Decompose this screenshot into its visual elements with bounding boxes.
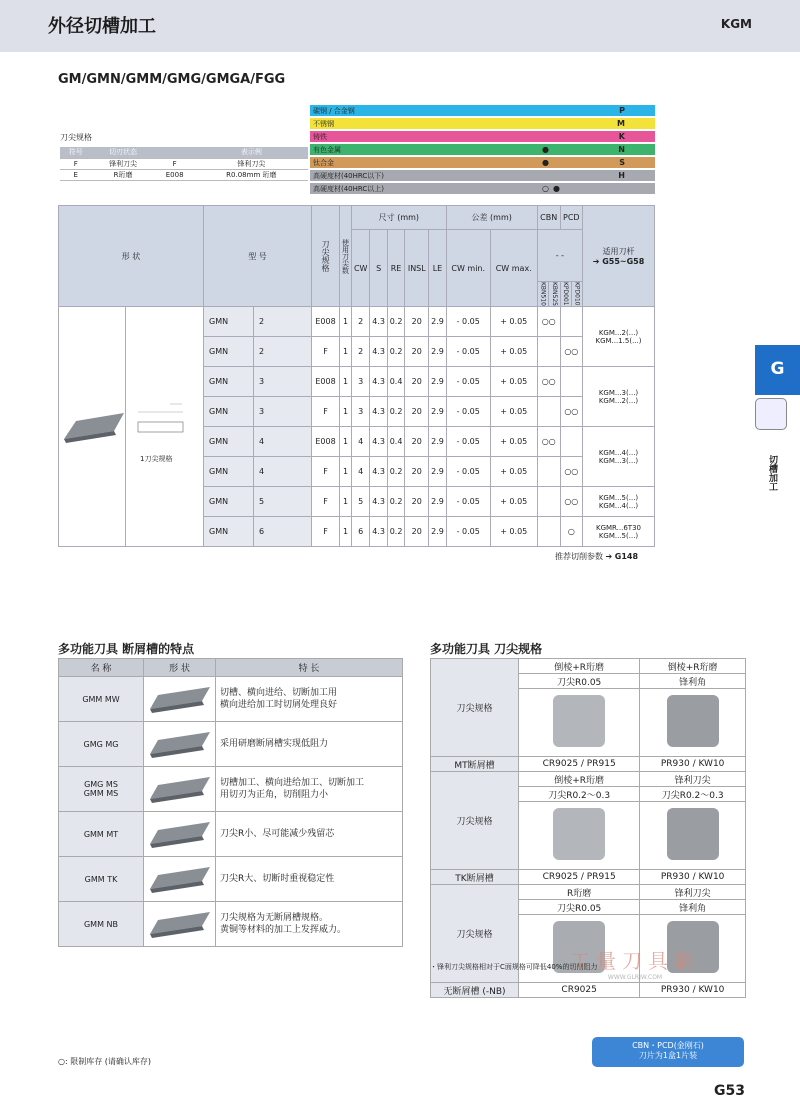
cell-le: 2.9 — [429, 337, 446, 367]
col-s: S — [370, 230, 387, 307]
cell-e: 1 — [340, 427, 352, 457]
cell-cw: 4 — [352, 427, 370, 457]
cell-insl: 20 — [405, 457, 429, 487]
tip-a1: 倒棱+R珩磨 — [519, 659, 640, 674]
tip-a2: 刀尖R0.05 — [519, 674, 640, 689]
feature-desc: 采用研磨断屑槽实现低阻力 — [216, 722, 403, 767]
tip-label: 刀尖规格 — [431, 885, 519, 983]
tip-image-b — [640, 802, 746, 870]
tip-b2: 刀尖R0.2～0.3 — [640, 787, 746, 802]
cell-mn: - 0.05 — [446, 337, 490, 367]
material-name: 不锈钢 — [313, 120, 334, 128]
legend-cell: 锋利刀尖 — [92, 158, 155, 169]
side-label: 切槽加工 — [767, 455, 777, 491]
feature-name: GMM TK — [59, 857, 144, 902]
cell-pcd: ○ — [560, 517, 582, 547]
cell-pcd — [560, 307, 582, 337]
holder-title: 适用刀杆 — [602, 247, 635, 256]
cell-pcd: ○○ — [560, 487, 582, 517]
page-title: 外径切槽加工 — [48, 16, 156, 37]
material-code: H — [618, 171, 625, 180]
feature-row — [59, 677, 403, 722]
material-name: 有色金属 — [313, 146, 341, 154]
legend-cell: E — [60, 169, 92, 180]
cell-cw: 4 — [352, 457, 370, 487]
tip-grade-b: PR930 / KW10 — [640, 983, 746, 998]
legend-cell: R珩磨 — [92, 169, 155, 180]
cell-le: 2.9 — [429, 427, 446, 457]
cell-e: 1 — [340, 307, 352, 337]
watermark — [565, 945, 705, 981]
cell-sz: 4.3 — [370, 307, 387, 337]
feature-name: GMG MS GMM MS — [59, 767, 144, 812]
tip-photo — [663, 806, 723, 862]
tip-photo — [549, 806, 609, 862]
cell-re: 0.2 — [387, 517, 404, 547]
model-series: GMN — [204, 487, 254, 517]
tip-title: 多功能刀具 刀尖规格 — [430, 642, 543, 656]
tip-header: 刀尖规格 — [312, 206, 340, 307]
cell-cbn — [537, 457, 560, 487]
tip-b2: 锋利角 — [640, 900, 746, 915]
cell-cbn: ○○ — [537, 427, 560, 457]
cell-pcd — [560, 367, 582, 397]
cell-cbn — [537, 487, 560, 517]
cell-t: F — [312, 517, 340, 547]
feature-row — [59, 812, 403, 857]
cell-re: 0.2 — [387, 307, 404, 337]
feature-shape — [144, 677, 216, 722]
cell-e: 1 — [340, 397, 352, 427]
cell-mn: - 0.05 — [446, 457, 490, 487]
feature-desc: 切槽、横向进给、切断加工用 横向进给加工时切屑处理良好 — [216, 677, 403, 722]
model-series: GMN — [204, 337, 254, 367]
insert-image — [148, 728, 212, 758]
cell-sz: 4.3 — [370, 367, 387, 397]
watermark-url: WWW.GLRJW.COM — [607, 974, 663, 981]
feature-shape — [144, 812, 216, 857]
tol-header: 公差 (mm) — [446, 206, 537, 230]
cell-mn: - 0.05 — [446, 367, 490, 397]
model-number: 2 — [254, 307, 312, 337]
holder-ref[interactable]: ➔ G55~G58 — [592, 257, 645, 266]
legend-cell: 锋利刀尖 — [195, 158, 308, 169]
material-row — [310, 118, 655, 130]
material-row — [310, 157, 655, 169]
feat-h-shape: 形 状 — [144, 659, 216, 677]
feature-shape — [144, 902, 216, 947]
sketch-label: 1刀尖规格 — [140, 455, 173, 463]
cell-mx: + 0.05 — [490, 337, 537, 367]
model-series: GMN — [204, 457, 254, 487]
cell-re: 0.4 — [387, 367, 404, 397]
tip-a2: 刀尖R0.2～0.3 — [519, 787, 640, 802]
feature-row — [59, 767, 403, 812]
cbn-line2: 刀片为1盒1片装 — [638, 1051, 698, 1061]
series-title: GM/GMN/GMM/GMG/GMGA/FGG — [58, 72, 286, 87]
feature-name: GMM NB — [59, 902, 144, 947]
tip-grade-b: PR930 / KW10 — [640, 757, 746, 772]
tip-b1: 锋利刀尖 — [640, 885, 746, 900]
cell-cbn — [537, 517, 560, 547]
feature-shape — [144, 857, 216, 902]
cell-insl: 20 — [405, 367, 429, 397]
holder-cell: KGM...4(...) KGM...3(...) — [583, 427, 655, 487]
legend-cell: F — [60, 158, 92, 169]
col-le: LE — [429, 230, 446, 307]
holder-ref-text: G55~G58 — [602, 257, 645, 266]
tip-photo — [663, 693, 723, 749]
cell-le: 2.9 — [429, 397, 446, 427]
cell-insl: 20 — [405, 337, 429, 367]
material-code: P — [619, 106, 625, 115]
tip-grade-a: CR9025 — [519, 983, 640, 998]
pcd-header: PCD — [560, 206, 582, 230]
material-row — [310, 183, 655, 195]
cell-re: 0.2 — [387, 487, 404, 517]
shape-header: 形 状 — [59, 206, 204, 307]
tip-label: 刀尖规格 — [431, 659, 519, 757]
legend-h3 — [155, 147, 195, 158]
feature-desc: 刀尖R大、切断时重视稳定性 — [216, 857, 403, 902]
feature-name: GMG MG — [59, 722, 144, 767]
model-series: GMN — [204, 307, 254, 337]
feature-row — [59, 902, 403, 947]
model-series: GMN — [204, 367, 254, 397]
grade-dash: - - — [537, 230, 582, 282]
cell-cbn — [537, 337, 560, 367]
legend-h2: 切刃状态 — [92, 147, 155, 158]
material-name: 碳钢 / 合金钢 — [313, 107, 355, 115]
tip-b1: 锋利刀尖 — [640, 772, 746, 787]
feat-h-desc: 特 长 — [216, 659, 403, 677]
cell-pcd — [560, 427, 582, 457]
insert-image — [148, 863, 212, 893]
feature-desc: 切槽加工、横向进给加工、切断加工 用切刃为正角，切削阻力小 — [216, 767, 403, 812]
feature-row — [59, 722, 403, 767]
model-number: 6 — [254, 517, 312, 547]
cell-insl: 20 — [405, 397, 429, 427]
cell-pcd: ○○ — [560, 337, 582, 367]
cell-mx: + 0.05 — [490, 427, 537, 457]
material-dots: ● — [542, 158, 553, 167]
watermark-text: 工量刀具網 — [570, 949, 700, 973]
recommend-ref: G148 — [614, 552, 639, 561]
cell-t: F — [312, 487, 340, 517]
cell-e: 1 — [340, 367, 352, 397]
material-name: 铸铁 — [313, 133, 327, 141]
feature-shape — [144, 767, 216, 812]
material-code: K — [618, 132, 625, 141]
insert-image — [148, 818, 212, 848]
features-table — [58, 658, 403, 947]
cell-e: 1 — [340, 487, 352, 517]
cell-re: 0.2 — [387, 457, 404, 487]
cell-mx: + 0.05 — [490, 367, 537, 397]
cell-e: 1 — [340, 457, 352, 487]
model-number: 2 — [254, 337, 312, 367]
cell-t: E008 — [312, 427, 340, 457]
holder-cell: KGM...3(...) KGM...2(...) — [583, 367, 655, 427]
cell-mn: - 0.05 — [446, 517, 490, 547]
tip-label: 刀尖规格 — [431, 772, 519, 870]
col-re: RE — [387, 230, 404, 307]
material-row — [310, 170, 655, 182]
material-row — [310, 105, 655, 117]
model-series: GMN — [204, 397, 254, 427]
material-name: 钛合金 — [313, 159, 334, 167]
holder-cell: KGM...5(...) KGM...4(...) — [583, 487, 655, 517]
cell-t: F — [312, 397, 340, 427]
tip-grade-a: CR9025 / PR915 — [519, 757, 640, 772]
tip-foot: TK断屑槽 — [431, 870, 519, 885]
model-series: GMN — [204, 427, 254, 457]
cell-mx: + 0.05 — [490, 457, 537, 487]
recommend-text: 推荐切削参数 — [555, 552, 603, 561]
material-row — [310, 131, 655, 143]
legend-h4: 表示例 — [195, 147, 308, 158]
tip-legend — [60, 132, 308, 181]
cell-le: 2.9 — [429, 367, 446, 397]
cell-sz: 4.3 — [370, 457, 387, 487]
col-cwmax: CW max. — [490, 230, 537, 307]
holder-cell: KGMR...6T30 KGM...5(...) — [583, 517, 655, 547]
grade-kbn510: KBN510 — [537, 282, 548, 307]
tip-foot: 无断屑槽 (-NB) — [431, 983, 519, 998]
material-dots: ● — [542, 145, 553, 154]
legend-title: 刀尖规格 — [60, 133, 92, 142]
cell-t: F — [312, 457, 340, 487]
holder-header — [583, 206, 655, 307]
legend-h1: 符号 — [60, 147, 92, 158]
model-number: 5 — [254, 487, 312, 517]
cell-cbn: ○○ — [537, 367, 560, 397]
cell-le: 2.9 — [429, 457, 446, 487]
cell-t: F — [312, 337, 340, 367]
cell-mx: + 0.05 — [490, 307, 537, 337]
material-name: 高硬度材(40HRC以下) — [313, 172, 385, 180]
features-title: 多功能刀具 断屑槽的特点 — [58, 642, 195, 656]
cell-insl: 20 — [405, 307, 429, 337]
tip-a1: 倒棱+R珩磨 — [519, 772, 640, 787]
cell-mx: + 0.05 — [490, 487, 537, 517]
cell-mn: - 0.05 — [446, 427, 490, 457]
feat-h-name: 名 称 — [59, 659, 144, 677]
model-header: 型 号 — [204, 206, 312, 307]
cell-pcd: ○○ — [560, 397, 582, 427]
section-tab[interactable]: G — [755, 345, 800, 395]
col-cwmin: CW min. — [446, 230, 490, 307]
material-code: S — [619, 158, 625, 167]
cell-mn: - 0.05 — [446, 397, 490, 427]
cell-insl: 20 — [405, 517, 429, 547]
product-code: KGM — [720, 17, 752, 31]
cbn-line1: CBN・PCD(金刚石) — [632, 1041, 704, 1050]
grade-kpd001: KPD001 — [560, 282, 571, 307]
edges-header: 使用刀尖数 — [340, 206, 352, 307]
grooving-icon — [755, 398, 787, 430]
grade-kbn525: KBN525 — [549, 282, 560, 307]
cell-cw: 2 — [352, 337, 370, 367]
legend-cell: R0.08mm 珩磨 — [195, 169, 308, 180]
feature-name: GMM MW — [59, 677, 144, 722]
tip-grade-a: CR9025 / PR915 — [519, 870, 640, 885]
cell-le: 2.9 — [429, 487, 446, 517]
material-row — [310, 144, 655, 156]
cell-le: 2.9 — [429, 307, 446, 337]
cell-t: E008 — [312, 367, 340, 397]
tip-grade-b: PR930 / KW10 — [640, 870, 746, 885]
cell-cw: 3 — [352, 367, 370, 397]
feature-desc: 刀尖规格为无断屑槽规格。 黄铜等材料的加工上发挥威力。 — [216, 902, 403, 947]
cell-cw: 6 — [352, 517, 370, 547]
tip-b1: 倒棱+R珩磨 — [640, 659, 746, 674]
model-number: 3 — [254, 397, 312, 427]
material-code: N — [618, 145, 625, 154]
tip-note: ・锋利刀尖规格相对于C面规格可降低40%的切削阻力 — [430, 963, 598, 971]
cbn-box — [592, 1037, 744, 1067]
tip-image-a — [519, 802, 640, 870]
model-number: 4 — [254, 427, 312, 457]
cell-cw: 2 — [352, 307, 370, 337]
table-row — [59, 307, 655, 337]
cell-re: 0.2 — [387, 397, 404, 427]
cell-e: 1 — [340, 517, 352, 547]
cell-sz: 4.3 — [370, 397, 387, 427]
cell-sz: 4.3 — [370, 337, 387, 367]
page-number: G53 — [714, 1083, 745, 1099]
cell-sz: 4.3 — [370, 517, 387, 547]
insert-image — [148, 908, 212, 938]
cell-pcd: ○○ — [560, 457, 582, 487]
cell-sz: 4.3 — [370, 427, 387, 457]
grade-kpd010: KPD010 — [571, 282, 582, 307]
tip-a2: 刀尖R0.05 — [519, 900, 640, 915]
size-header: 尺寸 (mm) — [352, 206, 447, 230]
model-series: GMN — [204, 517, 254, 547]
insert-image — [62, 405, 128, 445]
insert-image — [148, 683, 212, 713]
cell-mn: - 0.05 — [446, 307, 490, 337]
tip-b2: 锋利角 — [640, 674, 746, 689]
tip-a1: R珩磨 — [519, 885, 640, 900]
cell-cw: 5 — [352, 487, 370, 517]
tip-photo — [549, 693, 609, 749]
cell-le: 2.9 — [429, 517, 446, 547]
insert-sketch — [130, 392, 200, 457]
cell-sz: 4.3 — [370, 487, 387, 517]
model-number: 4 — [254, 457, 312, 487]
legend-cell: E008 — [155, 169, 195, 180]
cell-re: 0.2 — [387, 337, 404, 367]
cell-t: E008 — [312, 307, 340, 337]
feature-name: GMM MT — [59, 812, 144, 857]
tip-image-a — [519, 689, 640, 757]
arrow-icon: ➔ — [605, 552, 613, 561]
recommend-link[interactable] — [555, 551, 638, 562]
cell-insl: 20 — [405, 487, 429, 517]
material-dots: ○● — [542, 184, 564, 193]
tip-foot: MT断屑槽 — [431, 757, 519, 772]
insert-image — [148, 773, 212, 803]
cell-re: 0.4 — [387, 427, 404, 457]
holder-cell: KGM...2(...) KGM...1.5(...) — [583, 307, 655, 367]
cell-insl: 20 — [405, 427, 429, 457]
feature-desc: 刀尖R小、尽可能减少残留芯 — [216, 812, 403, 857]
cell-cbn — [537, 397, 560, 427]
cell-cw: 3 — [352, 397, 370, 427]
dimension-table — [58, 205, 655, 547]
header-bar — [0, 0, 800, 52]
cbn-header: CBN — [537, 206, 560, 230]
feature-shape — [144, 722, 216, 767]
cell-mx: + 0.05 — [490, 397, 537, 427]
col-cw: CW — [352, 230, 370, 307]
material-name: 高硬度材(40HRC以上) — [313, 185, 385, 193]
cell-mx: + 0.05 — [490, 517, 537, 547]
cell-cbn: ○○ — [537, 307, 560, 337]
stock-note: ○: 限制库存 (请确认库存) — [58, 1057, 152, 1066]
feature-row — [59, 857, 403, 902]
legend-cell: F — [155, 158, 195, 169]
tip-image-b — [640, 689, 746, 757]
col-insl: INSL — [405, 230, 429, 307]
material-code: M — [617, 119, 625, 128]
cell-e: 1 — [340, 337, 352, 367]
model-number: 3 — [254, 367, 312, 397]
cell-mn: - 0.05 — [446, 487, 490, 517]
